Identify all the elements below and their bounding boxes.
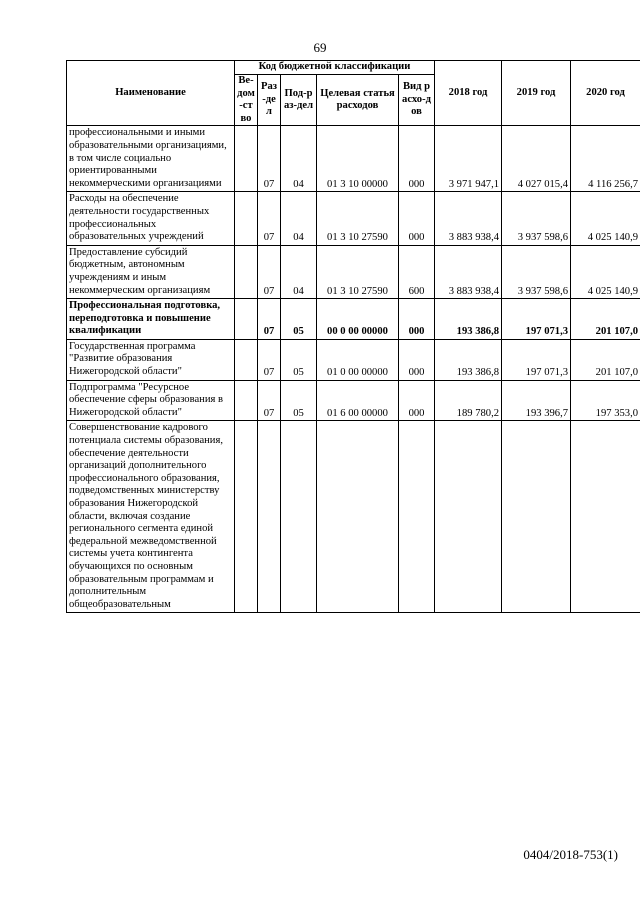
row-celevaya: 01 3 10 27590 xyxy=(317,192,399,245)
row-vedomstvo xyxy=(235,126,258,192)
header-vid: Вид расхо-дов xyxy=(399,75,435,126)
row-vedomstvo xyxy=(235,339,258,380)
row-2019: 193 396,7 xyxy=(502,380,571,421)
row-2018: 193 386,8 xyxy=(435,339,502,380)
row-2018 xyxy=(435,421,502,613)
row-2019: 3 937 598,6 xyxy=(502,192,571,245)
table-row xyxy=(67,192,640,245)
row-vedomstvo xyxy=(235,192,258,245)
header-2018: 2018 год xyxy=(435,61,502,126)
row-vedomstvo xyxy=(235,299,258,340)
row-razdel: 07 xyxy=(258,380,281,421)
budget-table xyxy=(66,60,640,613)
table-header xyxy=(67,61,640,126)
row-2019 xyxy=(502,421,571,613)
row-2018: 3 971 947,1 xyxy=(435,126,502,192)
header-2020: 2020 год xyxy=(571,61,640,126)
row-celevaya: 01 0 00 00000 xyxy=(317,339,399,380)
row-2019: 3 937 598,6 xyxy=(502,245,571,298)
row-razdel: 07 xyxy=(258,299,281,340)
row-2020: 4 025 140,9 xyxy=(571,192,640,245)
row-razdel: 07 xyxy=(258,339,281,380)
row-razdel: 07 xyxy=(258,192,281,245)
row-2019: 4 027 015,4 xyxy=(502,126,571,192)
header-vedomstvo: Ве-дом-ство xyxy=(235,75,258,126)
row-celevaya: 01 6 00 00000 xyxy=(317,380,399,421)
table-row xyxy=(67,245,640,298)
row-2020: 201 107,0 xyxy=(571,339,640,380)
header-celevaya: Целевая статья расходов xyxy=(317,75,399,126)
row-2020: 4 025 140,9 xyxy=(571,245,640,298)
row-name: Государственная программа "Развитие образования Нижегородской области" xyxy=(67,339,235,380)
row-2020 xyxy=(571,421,640,613)
row-celevaya: 01 3 10 27590 xyxy=(317,245,399,298)
row-podrazdel: 04 xyxy=(281,245,317,298)
row-2020: 197 353,0 xyxy=(571,380,640,421)
row-celevaya: 00 0 00 00000 xyxy=(317,299,399,340)
document-code: 0404/2018-753(1) xyxy=(523,847,618,862)
row-2020: 201 107,0 xyxy=(571,299,640,340)
row-name: Расходы на обеспечение деятельности государственных профессиональных образовательных учреждений xyxy=(67,192,235,245)
row-razdel: 07 xyxy=(258,245,281,298)
row-2019: 197 071,3 xyxy=(502,299,571,340)
row-vedomstvo xyxy=(235,421,258,613)
row-2020: 4 116 256,7 xyxy=(571,126,640,192)
table-body xyxy=(67,126,640,613)
row-vid xyxy=(399,421,435,613)
header-classification: Код бюджетной классификации xyxy=(235,61,435,75)
row-razdel: 07 xyxy=(258,126,281,192)
row-vedomstvo xyxy=(235,245,258,298)
table-row xyxy=(67,339,640,380)
row-name: Профессиональная подготовка, переподготовка и повышение квалификации xyxy=(67,299,235,340)
row-vid: 000 xyxy=(399,380,435,421)
header-2019: 2019 год xyxy=(502,61,571,126)
row-2018: 3 883 938,4 xyxy=(435,245,502,298)
row-vid: 000 xyxy=(399,192,435,245)
row-2018: 3 883 938,4 xyxy=(435,192,502,245)
row-name: Подпрограмма "Ресурсное обеспечение сферы образования в Нижегородской области" xyxy=(67,380,235,421)
row-2019: 197 071,3 xyxy=(502,339,571,380)
row-vedomstvo xyxy=(235,380,258,421)
table-row xyxy=(67,299,640,340)
row-vid: 000 xyxy=(399,339,435,380)
row-podrazdel: 05 xyxy=(281,339,317,380)
row-name: Совершенствование кадрового потенциала системы образования, обеспечение деятельности организаций дополнительного профессионального образования, подведомственных министерству образования Нижегородской области, включая создание регионального сегмента единой федеральной межведомственной системы учета контингента обучающихся по основным образовательным программам и дополнительным общеобразовательным xyxy=(67,421,235,613)
row-vid: 600 xyxy=(399,245,435,298)
row-vid: 000 xyxy=(399,126,435,192)
header-razdel: Раз-дел xyxy=(258,75,281,126)
row-name: профессиональными и иными образовательными организациями, в том числе социально ориентированными некоммерческими организациями xyxy=(67,126,235,192)
row-podrazdel: 04 xyxy=(281,126,317,192)
table-row xyxy=(67,380,640,421)
row-2018: 189 780,2 xyxy=(435,380,502,421)
header-name: Наименование xyxy=(67,61,235,126)
row-name: Предоставление субсидий бюджетным, автономным учреждениям и иным некоммерческим организациям xyxy=(67,245,235,298)
table-row xyxy=(67,126,640,192)
row-2018: 193 386,8 xyxy=(435,299,502,340)
row-celevaya: 01 3 10 00000 xyxy=(317,126,399,192)
row-podrazdel: 05 xyxy=(281,380,317,421)
header-podrazdel: Под-раз-дел xyxy=(281,75,317,126)
row-razdel xyxy=(258,421,281,613)
page-number: 69 xyxy=(313,40,327,55)
table-row xyxy=(67,421,640,613)
row-podrazdel: 04 xyxy=(281,192,317,245)
row-vid: 000 xyxy=(399,299,435,340)
row-podrazdel xyxy=(281,421,317,613)
row-podrazdel: 05 xyxy=(281,299,317,340)
row-celevaya xyxy=(317,421,399,613)
